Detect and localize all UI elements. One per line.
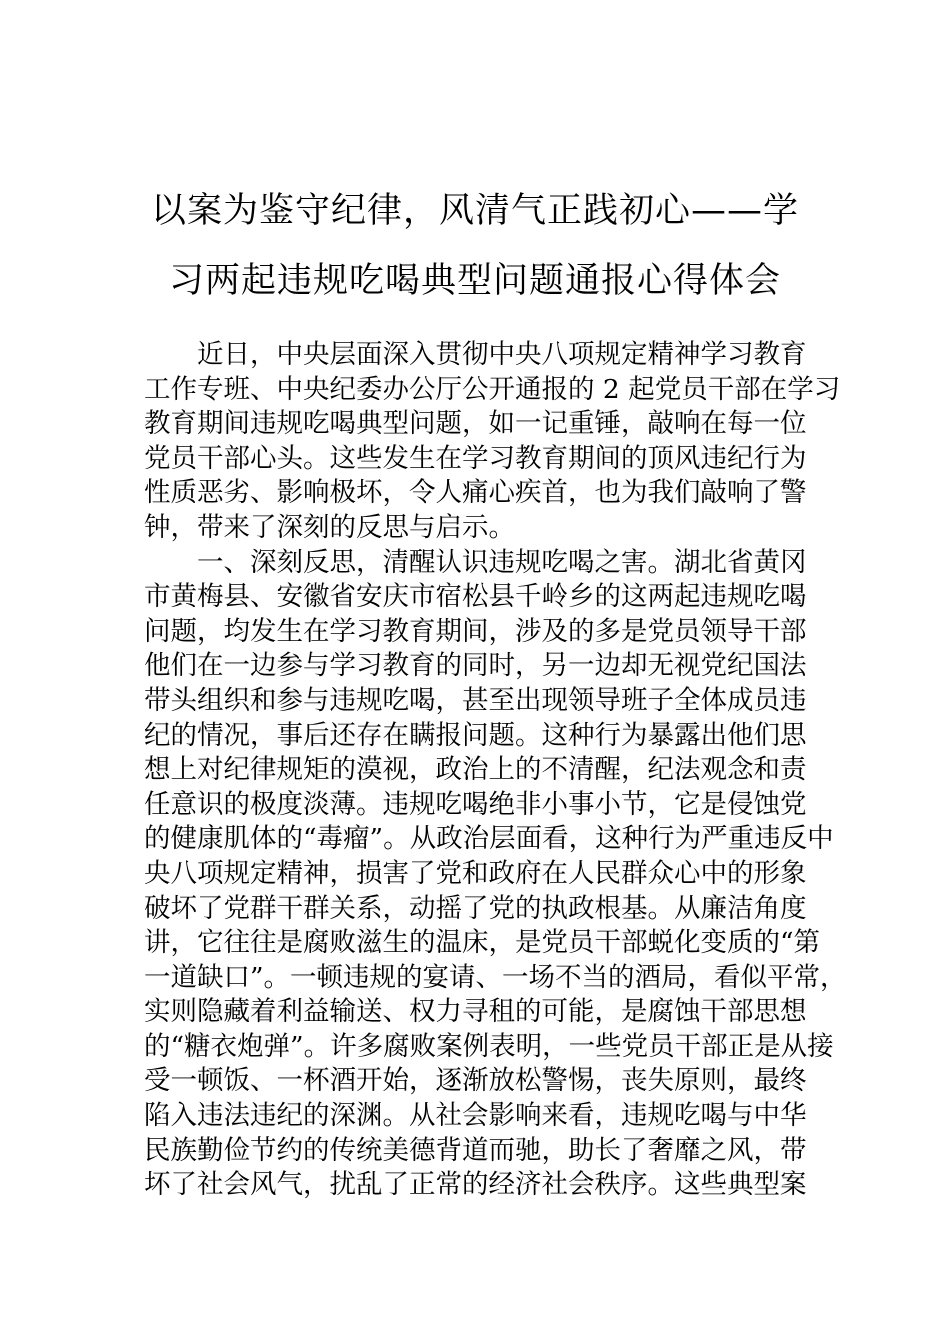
text-line: 陷入违法违纪的深渊。从社会影响来看，违规吃喝与中华 bbox=[144, 1100, 807, 1132]
text-line: 近日，中央层面深入贯彻中央八项规定精神学习教育 bbox=[197, 339, 807, 370]
text-line: 坏了社会风气，扰乱了正常的经济社会秩序。这些典型案 bbox=[144, 1169, 807, 1201]
text-line: 他们在一边参与学习教育的同时，另一边却无视党纪国法 bbox=[144, 650, 807, 682]
text-line: 工作专班、中央纪委办公厅公开通报的 2 起党员干部在学习 bbox=[144, 373, 841, 405]
text-line: 市黄梅县、安徽省安庆市宿松县千岭乡的这两起违规吃喝 bbox=[144, 581, 807, 613]
text-line: 央八项规定精神，损害了党和政府在人民群众心中的形象 bbox=[144, 857, 807, 889]
text-line: 民族勤俭节约的传统美德背道而驰，助长了奢靡之风，带 bbox=[144, 1134, 807, 1166]
title-line: 习两起违规吃喝典型问题通报心得体会 bbox=[168, 261, 781, 301]
paragraph-section-one bbox=[144, 546, 847, 1203]
text-line: 一道缺口”。一顿违规的宴请、一场不当的酒局，看似平常， bbox=[144, 961, 847, 993]
document-title bbox=[140, 176, 810, 316]
text-line: 受一顿饭、一杯酒开始，逐渐放松警惕，丧失原则，最终 bbox=[144, 1065, 807, 1097]
title-line: 以案为鉴守纪律，风清气正践初心——学 bbox=[150, 191, 799, 231]
text-line: 的健康肌体的“毒瘤”。从政治层面看，这种行为严重违反中 bbox=[144, 823, 834, 855]
text-line: 钟，带来了深刻的反思与启示。 bbox=[144, 511, 515, 543]
document-body bbox=[144, 338, 847, 1203]
text-line: 一、深刻反思，清醒认识违规吃喝之害。湖北省黄冈 bbox=[197, 546, 807, 578]
text-line: 性质恶劣、影响极坏，令人痛心疾首，也为我们敲响了警 bbox=[144, 477, 807, 509]
text-line: 想上对纪律规矩的漠视，政治上的不清醒，纪法观念和责 bbox=[144, 754, 807, 786]
text-line: 任意识的极度淡薄。违规吃喝绝非小事小节，它是侵蚀党 bbox=[144, 788, 807, 820]
text-line: 问题，均发生在学习教育期间，涉及的多是党员领导干部 bbox=[144, 615, 807, 647]
text-line: 破坏了党群干群关系，动摇了党的执政根基。从廉洁角度 bbox=[144, 892, 807, 924]
text-line: 实则隐藏着利益输送、权力寻租的可能，是腐蚀干部思想 bbox=[144, 996, 807, 1028]
text-line: 带头组织和参与违规吃喝，甚至出现领导班子全体成员违 bbox=[144, 684, 807, 716]
text-line: 的“糖衣炮弹”。许多腐败案例表明，一些党员干部正是从接 bbox=[144, 1030, 834, 1062]
paragraph-intro bbox=[144, 338, 841, 546]
text-line: 党员干部心头。这些发生在学习教育期间的顶风违纪行为 bbox=[144, 442, 807, 474]
text-line: 讲，它往往是腐败滋生的温床，是党员干部蜕化变质的“第 bbox=[144, 927, 821, 959]
text-line: 纪的情况，事后还存在瞒报问题。这种行为暴露出他们思 bbox=[144, 719, 807, 751]
text-line: 教育期间违规吃喝典型问题，如一记重锤，敲响在每一位 bbox=[144, 408, 807, 440]
